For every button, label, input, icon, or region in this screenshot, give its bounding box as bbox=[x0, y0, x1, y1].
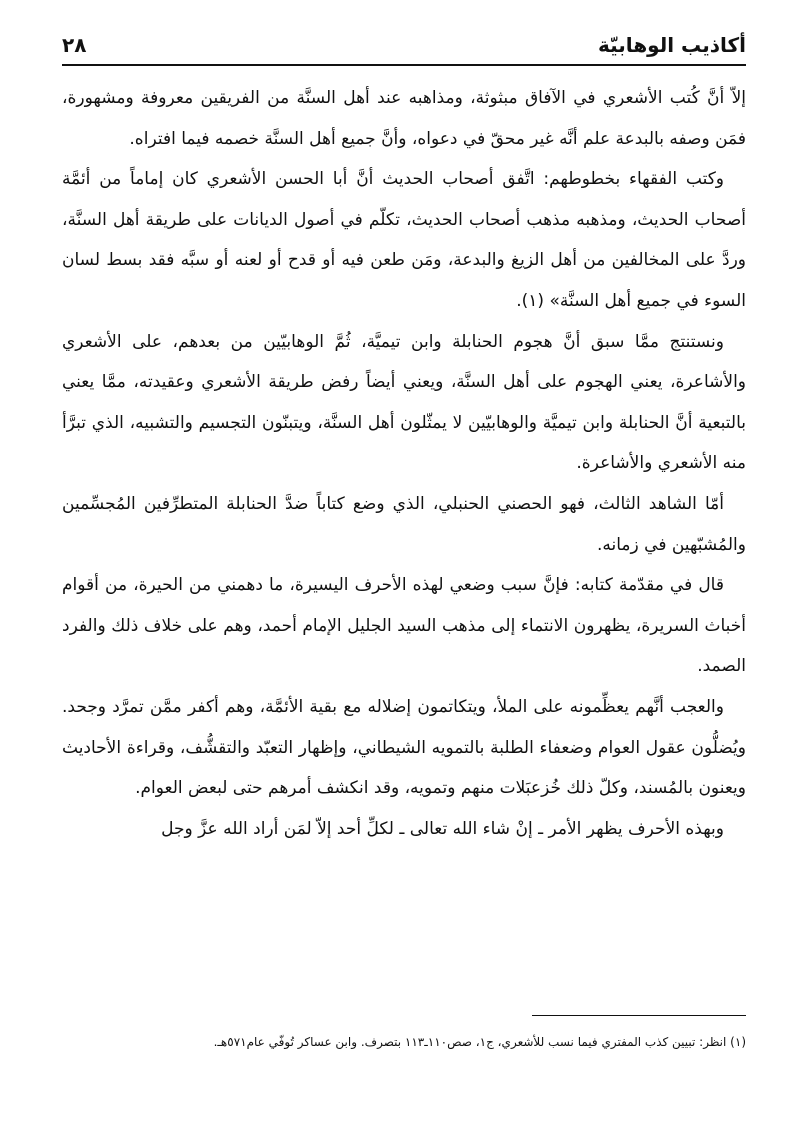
paragraph-4: أمّا الشاهد الثالث، فهو الحصني الحنبلي، الذي وضع كتاباً ضدَّ الحنابلة المتطرِّفين المُجسِّمين والمُشبّهين في زمانه. bbox=[62, 493, 746, 555]
paragraph-3: ونستنتج ممَّا سبق أنَّ هجوم الحنابلة وابن تيميَّة، ثُمَّ الوهابيّين من بعدهم، على الأشعري والأشاعرة، يعني الهجوم على أهل السنَّة، ويعني أيضاً رفض طريقة الأشعري وعقيدته، ممَّا يعني بالتبعية أنَّ الحنابلة وابن تيميَّة والوهابيّين لا يمثّلون أهل السنَّة، ويتبنّون التجسيم والتشبيه، الذي تبرَّأ منه الأشعري والأشاعرة. bbox=[62, 331, 746, 474]
main-text bbox=[62, 78, 746, 849]
paragraph-7: وبهذه الأحرف يظهر الأمر ـ إنْ شاء الله تعالى ـ لكلِّ أحد إلاّ لمَن أراد الله عزَّ وجل bbox=[161, 818, 724, 839]
paragraph-6: والعجب أنَّهم يعظِّمونه على الملأ، ويتكاتمون إضلاله مع بقية الأئمَّة، وهم أكفر ممَّن تمرَّد وجحد. ويُضلُّون عقول العوام وضعفاء الطلبة بالتمويه الشيطاني، وإظهار التعبّد والتقشُّف، وقراءة الأحاديث ويعنون بالمُسند، وكلّ ذلك خُزعبَلات منهم وتمويه، وقد انكشف أمرهم حتى لبعض العوام. bbox=[62, 696, 746, 799]
paragraph-2: وكتب الفقهاء بخطوطهم: اتَّفق أصحاب الحديث أنَّ أبا الحسن الأشعري كان إماماً من أئمَّة أصحاب الحديث، ومذهبه مذهب أصحاب الحديث، تكلّم في أصول الديانات على طريقة أهل السنَّة، وردَّ على المخالفين من أهل الزيغ والبدعة، ومَن طعن فيه أو قدح أو لعنه أو سبَّه فقد بسط لسان السوء في جميع أهل السنَّة» (١). bbox=[62, 169, 746, 311]
paragraph-5: قال في مقدّمة كتابه: فإنَّ سبب وضعي لهذه الأحرف اليسيرة، ما دهمني من الحيرة، من أقوام أخباث السريرة، يظهرون الانتماء إلى مذهب السيد الجليل الإمام أحمد، وهم على خلاف ذلك والفرد الصمد. bbox=[62, 575, 746, 677]
book-title: أكاذيب الوهابيّة bbox=[598, 33, 746, 57]
header-divider bbox=[62, 64, 746, 66]
page-number: ٢٨ bbox=[62, 33, 87, 57]
footnote: (١) انظر: تبيين كذب المفتري فيما نسب للأشعري، ج١، صص١١٠ـ١١٣ بتصرف. وابن عساكر تُوفّي عام٥٧١هـ. bbox=[213, 1035, 746, 1049]
paragraph-1: إلاّ أنَّ كُتب الأشعري في الآفاق مبثوثة، ومذاهبه عند أهل السنَّة من الفريقين معروفة ومشهورة، فمَن وصفه بالبدعة علم أنَّه غير محقّ في دعواه، وأنَّ جميع أهل السنَّة خصمه فيما افتراه. bbox=[62, 88, 746, 149]
footnote-divider bbox=[532, 1015, 746, 1016]
running-header bbox=[62, 30, 746, 60]
